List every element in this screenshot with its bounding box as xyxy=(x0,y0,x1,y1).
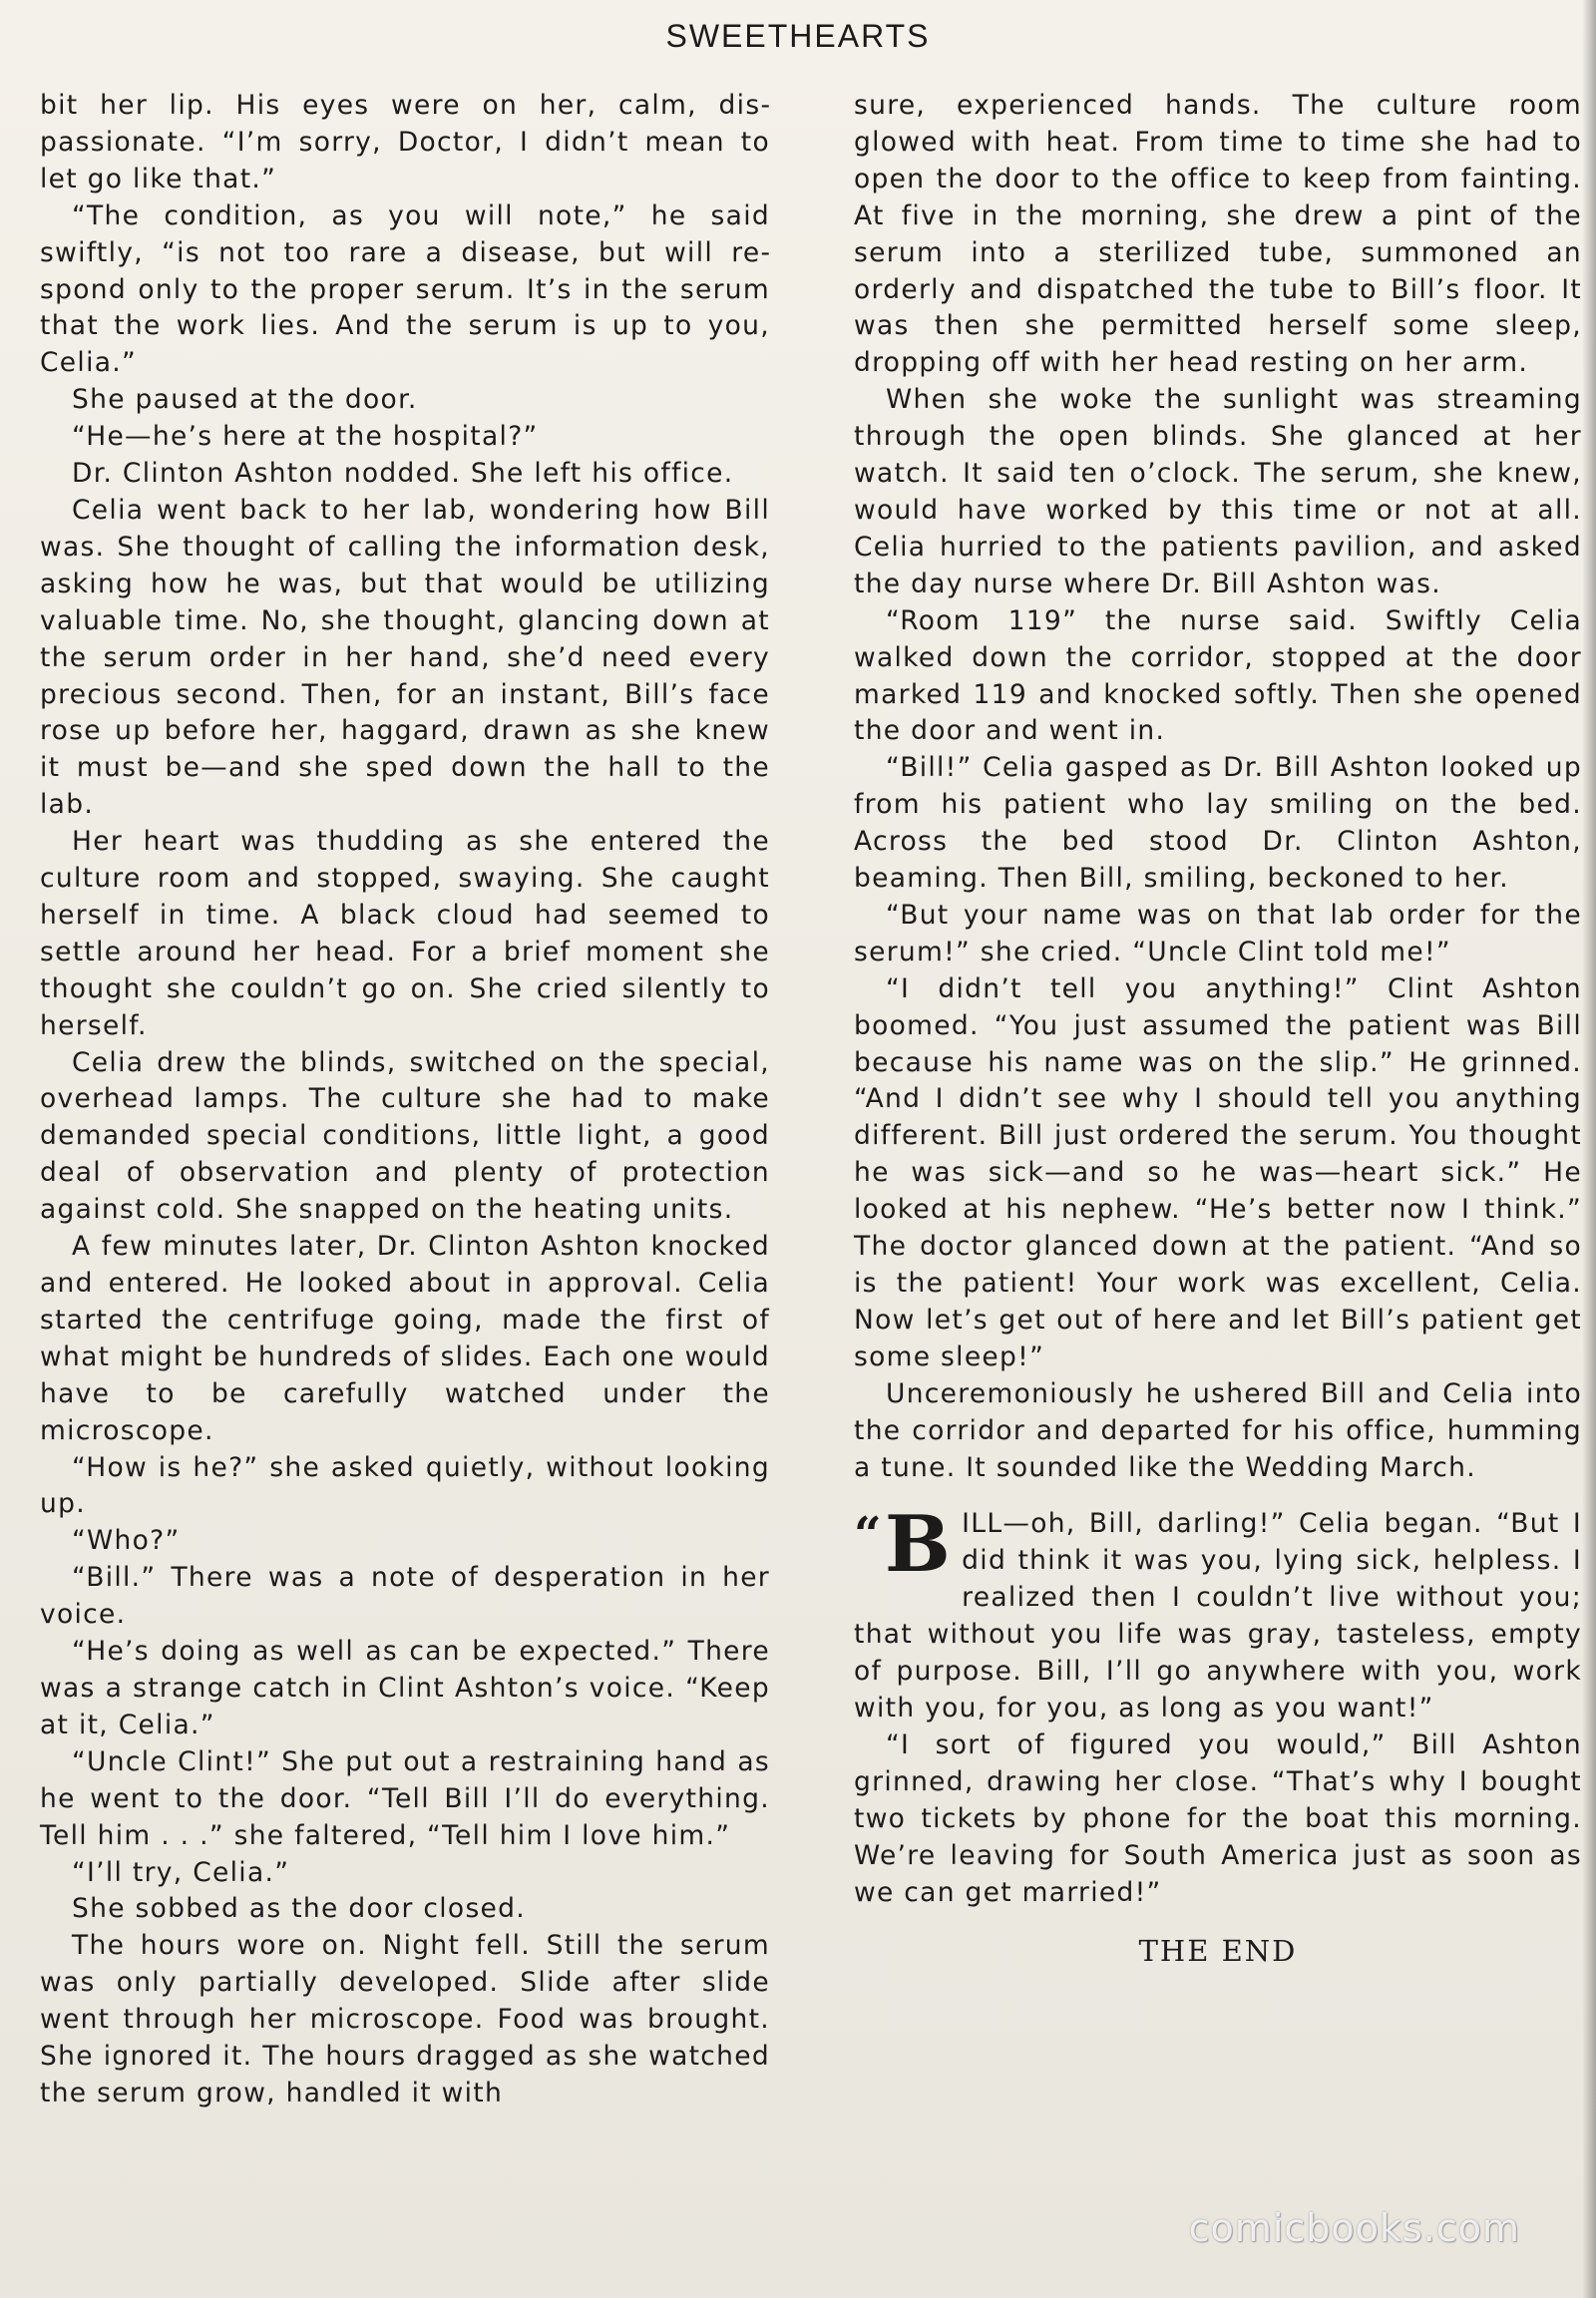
page-edge-shadow xyxy=(1582,0,1596,2298)
drop-cap xyxy=(854,1499,953,1591)
paragraph: The hours wore on. Night fell. Still the serum was only partially developed. Slide after slide went through her microscope. Food was brought. She ignored it. The hours dragged as she watched the serum grow, handled it with xyxy=(40,1930,770,2108)
paragraph: “Bill.” There was a note of desperation in her voice. xyxy=(40,1562,770,1631)
paragraph: Unceremoniously he ushered Bill and Celia into the corridor and departed for his office, humming a tune. It sounded like the Wedding March. xyxy=(854,1377,1582,1483)
paragraph: A few minutes later, Dr. Clinton Ashton knocked and entered. He looked about in approval. Celia started the centrifuge going, made the first of what might be hundreds of slides. Each one would have to be carefully watched under the microscope. xyxy=(40,1231,770,1446)
right-text-column xyxy=(854,88,1582,1970)
dropcap-paragraph-text: ILL—oh, Bill, darling!” Celia began. “But I did think it was you, lying sick, helpless. I realized then I couldn’t live without you; that without you life was gray, tasteless, empty of purpose. Bill, I’ll go anywhere with you, work with you, for you, as long as you want!” xyxy=(854,1508,1582,1724)
paragraph: “Room 119” the nurse said. Swiftly Celia walked down the corridor, stopped at the door marked 119 and knocked softly. Then she opened the door and went in. xyxy=(854,604,1582,747)
paragraph: Celia went back to her lab, wondering how Bill was. She thought of calling the information desk, asking how he was, but that would be utilizing valuable time. No, she thought, glancing down at the serum order in her hand, she’d need every precious second. Then, for an instant, Bill’s face rose up before her, haggard, drawn as she knew it must be—and she sped down the hall to the lab. xyxy=(40,494,770,821)
paragraph: Dr. Clinton Ashton nodded. She left his office. xyxy=(72,458,734,490)
paragraph: “Bill!” Celia gasped as Dr. Bill Ashton looked up from his patient who lay smiling on the bed. Across the bed stood Dr. Clinton Ashton, beaming. Then Bill, smiling, beckoned to her. xyxy=(854,752,1582,895)
paragraph: “He—he’s here at the hospital?” xyxy=(72,421,539,453)
paragraph: “But your name was on that lab order for the serum!” she cried. “Uncle Clint told me!” xyxy=(854,899,1582,967)
drop-cap-quote: “ xyxy=(854,1507,883,1564)
paragraph: “The condition, as you will note,” he said swiftly, “is not too rare a disease, but will respond only to the proper serum. It’s in the serum that the work lies. And the serum is up to you, Celia.” xyxy=(40,199,770,379)
the-end-marker: THE END xyxy=(1138,1934,1298,1969)
paragraph: “Who?” xyxy=(72,1525,181,1557)
paragraph: Celia drew the blinds, switched on the special, overhead lamps. The culture she had to make demanded special conditions, little light, a good deal of observation and plenty of protection against cold. She snapped on the heating units. xyxy=(40,1046,770,1226)
running-title: SWEETHEARTS xyxy=(665,18,931,54)
paragraph: “I’ll try, Celia.” xyxy=(72,1856,290,1888)
paragraph: “Uncle Clint!” She put out a restraining hand as he went to the door. “Tell Bill I’ll do everything. Tell him . . .” she faltered, “Tell him I love him.” xyxy=(40,1745,770,1851)
watermark: comicbooks.com xyxy=(1188,2206,1520,2250)
left-text-column xyxy=(40,88,770,2112)
paragraph: When she woke the sunlight was streaming through the open blinds. She glanced at her watch. It said ten o’clock. The serum, she knew, would have worked by this time or not at all. Celia hurried to the patients pavilion, and asked the day nurse where Dr. Bill Ashton was. xyxy=(854,384,1582,599)
paragraph: sure, experienced hands. The culture room glowed with heat. From time to time she had to open the door to the office to keep from fainting. At five in the morning, she drew a pint of the serum into a sterilized tube, summoned an orderly and dispatched the tube to Bill’s floor. It was then she permitted herself some sleep, dropping off with her head resting on her arm. xyxy=(854,90,1582,379)
paragraph: Her heart was thudding as she entered the culture room and stopped, swaying. She caught herself in time. A black cloud had seemed to settle around her head. For a brief moment she thought she couldn’t go on. She cried silently to herself. xyxy=(40,826,770,1041)
paragraph: She paused at the door. xyxy=(72,384,418,416)
paragraph: She sobbed as the door closed. xyxy=(72,1893,527,1925)
paragraph: “He’s doing as well as can be expected.” There was a strange catch in Clint Ashton’s voice. “Keep at it, Celia.” xyxy=(40,1636,770,1740)
paragraph: bit her lip. His eyes were on her, calm, dispassionate. “I’m sorry, Doctor, I didn’t mean to let go like that.” xyxy=(40,90,770,194)
dropcap-paragraph xyxy=(854,1499,1582,1726)
paragraph: “I didn’t tell you anything!” Clint Ashton boomed. “You just assumed the patient was Bill because his name was on the slip.” He grinned. “And I didn’t see why I should tell you anything different. Bill just ordered the serum. You thought he was sick—and so he was—heart sick.” He looked at his nephew. “He’s better now I think.” The doctor glanced down at the patient. “And so is the patient! Your work was excellent, Celia. Now let’s get out of here and let Bill’s patient get some sleep!” xyxy=(854,972,1582,1372)
paragraph: “I sort of figured you would,” Bill Ashton grinned, drawing her close. “That’s why I bought two tickets by phone for the boat this morning. We’re leaving for South America just as soon as we can get married!” xyxy=(854,1728,1582,1908)
drop-cap-initial: B xyxy=(884,1499,953,1591)
section-break xyxy=(854,1486,1582,1506)
paragraph: “How is he?” she asked quietly, without looking up. xyxy=(40,1451,770,1520)
